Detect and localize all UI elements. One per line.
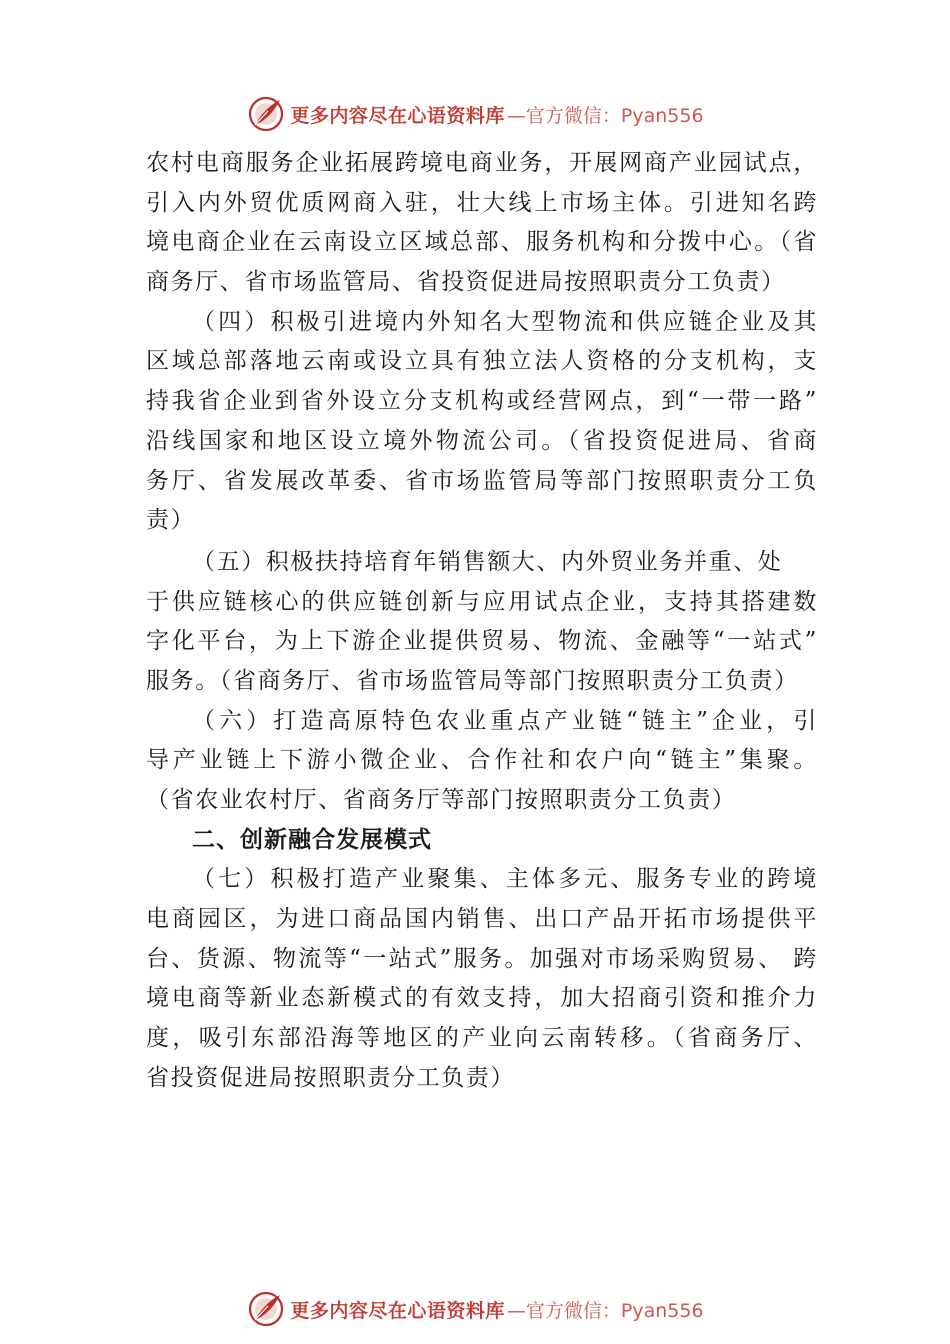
text-line: 于供应链核心的供应链创新与应用试点企业，支持其搭建数	[146, 588, 818, 615]
text-line: 服务。（省商务厅、省市场监管局等部门按照职责分工负责）	[146, 667, 799, 694]
text-line: 农村电商服务企业拓展跨境电商业务，开展网商产业园试点，	[146, 150, 818, 176]
text-line: （七）积极打造产业聚集、主体多元、服务专业的跨境	[192, 866, 818, 893]
paragraph-item-7	[146, 860, 818, 1098]
text-line: （五）积极扶持培育年销售额大、内外贸业务并重、处	[192, 548, 783, 575]
watermark-banner-top	[0, 92, 950, 136]
text-line: 台、货源、物流等“一站式”服务。加强对市场采购贸易、 跨	[146, 945, 818, 972]
text-line: 引入内外贸优质网商入驻，壮大线上市场主体。引进知名跨	[146, 189, 818, 216]
paragraph-item-4	[146, 303, 818, 541]
text-line: 商务厅、省市场监管局、省投资促进局按照职责分工负责）	[146, 269, 786, 296]
text-line: 字化平台，为上下游企业提供贸易、物流、金融等“一站式”	[146, 628, 818, 655]
text-line: 度，吸引东部沿海等地区的产业向云南转移。（省商务厅、	[146, 1025, 818, 1052]
text-line: 沿线国家和地区设立境外物流公司。（省投资促进局、省商	[146, 427, 818, 454]
document-body	[146, 144, 818, 1099]
text-line: 省投资促进局按照职责分工负责）	[146, 1064, 515, 1091]
paragraph-continuation	[146, 144, 818, 303]
section-heading: 二、创新融合发展模式	[192, 826, 432, 853]
watermark-right-text: —官方微信：Pyan556	[506, 104, 704, 127]
text-line: 境电商企业在云南设立区域总部、服务机构和分拨中心。（省	[146, 229, 818, 256]
paragraph-item-5	[146, 543, 818, 702]
watermark-right-text: —官方微信：Pyan556	[506, 1299, 704, 1322]
text-line: 持我省企业到省外设立分支机构或经营网点，到“一带一路”	[146, 388, 818, 415]
text-line: （四）积极引进境内外知名大型物流和供应链企业及其	[192, 308, 818, 335]
text-line: 务厅、省发展改革委、省市场监管局等部门按照职责分工负	[146, 467, 818, 494]
text-line: 责）	[146, 507, 196, 534]
text-line: 区域总部落地云南或设立具有独立法人资格的分支机构，支	[146, 348, 818, 375]
watermark-left-text: 更多内容尽在心语资料库	[290, 104, 505, 127]
quill-pen-logo-icon	[246, 94, 286, 134]
watermark-banner-bottom	[0, 1287, 950, 1331]
paragraph-item-6	[146, 702, 818, 821]
text-line: （省农业农村厅、省商务厅等部门按照职责分工负责）	[146, 787, 737, 813]
text-line: 导产业链上下游小微企业、合作社和农户向“链主”集聚。	[146, 747, 818, 774]
text-line: 境电商等新业态新模式的有效支持，加大招商引资和推介力	[146, 985, 818, 1012]
watermark-left-text: 更多内容尽在心语资料库	[290, 1299, 505, 1322]
quill-pen-logo-icon	[246, 1289, 286, 1329]
text-line: 电商园区，为进口商品国内销售、出口产品开拓市场提供平	[146, 906, 818, 933]
text-line: （六）打造高原特色农业重点产业链“链主”企业，引	[192, 707, 818, 734]
